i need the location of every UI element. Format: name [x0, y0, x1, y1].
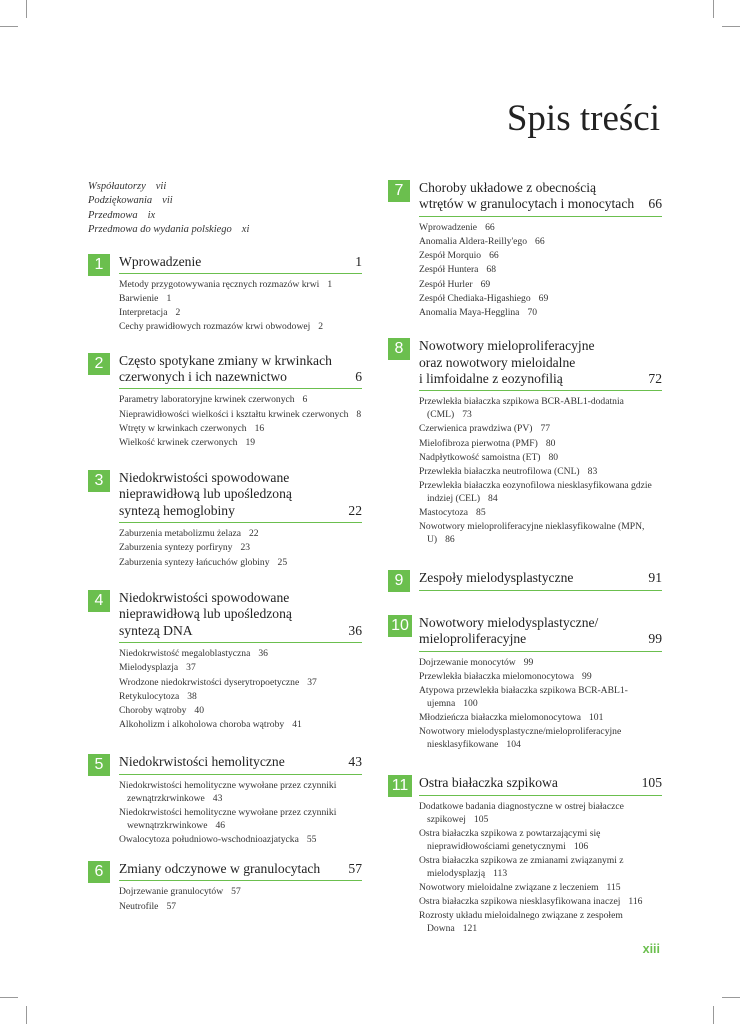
front-matter-list [88, 180, 362, 238]
section-list [119, 881, 362, 913]
chapter-page: 72 [648, 371, 662, 387]
section-page: 69 [480, 278, 491, 290]
section-title: Parametry laboratoryjne krwinek czerwonych [119, 394, 295, 406]
section-entry[interactable] [419, 422, 662, 436]
section-page: 57 [166, 900, 177, 912]
chapter-block [388, 570, 662, 590]
section-title: Ostra białaczka szpikowa ze zmianami związanymi z mielodysplazją [419, 854, 624, 879]
chapter-number-badge: 3 [88, 470, 110, 492]
section-title: Zespół Chediaka-Higashiego [419, 292, 531, 304]
section-entry[interactable] [419, 881, 662, 895]
chapter-heading[interactable] [119, 861, 362, 881]
section-list [419, 391, 662, 546]
chapter-block [88, 353, 362, 450]
section-page: 8 [356, 408, 362, 420]
chapter-title: Choroby układowe z obecnością wtrętów w granulocytach i monocytach [419, 180, 635, 212]
section-page: 22 [248, 528, 259, 540]
section-list [419, 652, 662, 752]
section-title: Przewlekła białaczka eozynofilowa niesklasyfikowana gdzie indziej (CEL) [419, 480, 652, 505]
section-title: Metody przygotowywania ręcznych rozmazów krwi [119, 279, 320, 291]
section-entry[interactable] [119, 718, 362, 732]
chapter-number-badge: 11 [388, 775, 412, 797]
section-entry[interactable] [119, 647, 362, 661]
section-title: Rozrosty układu mieloidalnego związane z zespołem Downa [419, 909, 623, 934]
section-entry[interactable] [119, 393, 362, 407]
chapter-number-badge: 10 [388, 615, 412, 637]
section-page: 66 [485, 221, 495, 233]
section-entry[interactable] [419, 249, 662, 263]
section-page: 46 [215, 819, 226, 831]
section-entry[interactable] [419, 684, 662, 710]
section-title: Czerwienica prawdziwa (PV) [419, 423, 533, 435]
section-title: Cechy prawidłowych rozmazów krwi obwodowej [119, 321, 311, 333]
section-page: 77 [540, 423, 551, 435]
section-page: 68 [486, 264, 497, 276]
section-title: Anomalia Aldera-Reilly'ego [419, 236, 528, 248]
section-page: 40 [194, 704, 205, 716]
section-entry[interactable] [119, 320, 362, 334]
front-matter-entry[interactable] [88, 180, 362, 194]
section-entry[interactable] [119, 306, 362, 320]
section-entry[interactable] [419, 520, 662, 546]
section-entry[interactable] [419, 479, 662, 505]
section-entry[interactable] [119, 676, 362, 690]
section-page: 6 [302, 394, 308, 406]
section-page: 101 [588, 712, 604, 724]
section-page: 43 [212, 792, 223, 804]
section-page: 1 [166, 293, 172, 305]
section-title: Mielofibroza pierwotna (PMF) [419, 437, 538, 449]
section-title: Wrodzone niedokrwistości dyserytropoetyczne [119, 676, 300, 688]
section-title: Nieprawidłowości wielkości i kształtu krwinek czerwonych [119, 408, 349, 420]
section-title: Barwienie [119, 293, 159, 305]
front-matter-label: Przedmowa [88, 209, 138, 221]
section-page: 23 [240, 542, 251, 554]
section-entry[interactable] [419, 235, 662, 249]
crop-mark [26, 1006, 27, 1024]
section-entry[interactable] [119, 833, 362, 847]
chapter-title: Niedokrwistości hemolityczne [119, 754, 285, 770]
section-page: 104 [506, 739, 521, 751]
section-entry[interactable] [419, 306, 662, 320]
section-entry[interactable] [419, 800, 662, 826]
section-title: Dojrzewanie monocytów [419, 656, 516, 668]
chapter-block [88, 590, 362, 732]
chapter-page: 105 [641, 775, 662, 791]
crop-mark [26, 0, 27, 18]
crop-mark [0, 997, 18, 998]
chapter-block [88, 254, 362, 335]
section-page: 113 [493, 867, 508, 879]
section-title: Dojrzewanie granulocytów [119, 886, 224, 898]
section-page: 70 [527, 307, 538, 319]
section-entry[interactable] [419, 909, 662, 935]
toc-right-column [388, 180, 662, 936]
chapter-title: Zespoły mielodysplastyczne [419, 570, 574, 586]
chapter-page: 57 [348, 860, 362, 876]
chapter-block [388, 775, 662, 935]
section-page: 86 [445, 534, 455, 546]
section-list [119, 643, 362, 732]
chapter-page: 43 [348, 754, 362, 770]
section-entry[interactable] [119, 900, 362, 914]
section-title: Zaburzenia syntezy porfiryny [119, 542, 233, 554]
chapter-list-left [88, 254, 362, 914]
section-page: 85 [476, 507, 486, 519]
chapter-heading[interactable] [119, 590, 362, 643]
section-page: 73 [462, 409, 472, 421]
section-title: Przewlekła białaczka szpikowa BCR-ABL1-dodatnia (CML) [419, 396, 624, 421]
section-title: Neutrofile [119, 900, 159, 912]
section-list [119, 389, 362, 450]
section-page: 84 [488, 493, 498, 505]
section-title: Interpretacja [119, 307, 168, 319]
front-matter-page: vii [155, 181, 167, 192]
section-title: Nowotwory mieloproliferacyjne nieklasyfikowalne (MPN, U) [419, 521, 645, 546]
section-page: 66 [489, 250, 499, 262]
section-page: 100 [463, 698, 478, 710]
section-page: 38 [187, 690, 197, 702]
section-page: 66 [535, 236, 545, 248]
section-entry[interactable] [419, 437, 662, 451]
section-entry[interactable] [419, 292, 662, 306]
section-title: Nowotwory mielodysplastyczne/mieloproliferacyjne niesklasyfikowane [419, 726, 622, 751]
section-page: 106 [573, 840, 589, 852]
section-title: Dodatkowe badania diagnostyczne w ostrej białaczce szpikowej [419, 800, 624, 825]
chapter-heading[interactable] [419, 338, 662, 391]
section-page: 37 [307, 676, 317, 688]
section-title: Przewlekła białaczka neutrofilowa (CNL) [419, 466, 580, 478]
section-list [119, 775, 362, 847]
section-entry[interactable] [119, 885, 362, 899]
section-title: Zespół Hurler [419, 278, 473, 290]
section-entry[interactable] [419, 895, 662, 908]
chapter-page: 22 [348, 502, 362, 518]
front-matter-page: vii [162, 195, 173, 207]
chapter-title: Nowotwory mieloproliferacyjne oraz nowotwory mieloidalne i limfoidalne z eozynofilią [419, 338, 595, 387]
section-title: Zespół Huntera [419, 264, 479, 276]
section-page: 1 [327, 279, 333, 291]
section-page: 57 [231, 886, 241, 898]
section-page: 83 [587, 466, 598, 478]
chapter-heading[interactable] [119, 470, 362, 523]
section-title: Wtręty w krwinkach czerwonych [119, 422, 247, 434]
toc-left-column [88, 180, 362, 914]
section-title: Niedokrwistość megaloblastyczna [119, 648, 251, 660]
crop-mark [0, 26, 18, 27]
section-list [419, 217, 662, 320]
section-list [119, 523, 362, 570]
section-entry[interactable] [119, 527, 362, 541]
section-entry[interactable] [419, 711, 662, 725]
section-page: 99 [582, 670, 592, 682]
chapter-block [388, 180, 662, 320]
chapter-number-badge: 9 [388, 570, 410, 592]
chapter-number-badge: 8 [388, 338, 410, 360]
chapter-number-badge: 6 [88, 861, 110, 883]
chapter-number-badge: 4 [88, 590, 110, 612]
crop-mark [722, 26, 740, 27]
section-title: Nowotwory mieloidalne związane z leczeniem [419, 881, 599, 893]
section-page: 115 [606, 881, 621, 893]
section-entry[interactable] [119, 278, 362, 291]
chapter-page: 1 [355, 253, 362, 269]
section-list [419, 796, 662, 935]
chapter-heading[interactable] [419, 775, 662, 795]
chapter-block [88, 861, 362, 914]
chapter-block [388, 338, 662, 546]
section-title: Anomalia Maya-Hegglina [419, 307, 520, 319]
section-entry[interactable] [419, 395, 662, 421]
section-entry[interactable] [119, 541, 362, 555]
front-matter-entry[interactable] [88, 209, 362, 223]
crop-mark [713, 0, 714, 18]
section-entry[interactable] [119, 436, 362, 450]
section-title: Atypowa przewlekła białaczka szpikowa BCR-ABL1-ujemna [419, 685, 628, 710]
section-entry[interactable] [119, 779, 362, 805]
chapter-title: Niedokrwistości spowodowane nieprawidłową lub upośledzoną syntezą DNA [119, 589, 292, 638]
section-list [119, 274, 362, 335]
chapter-heading[interactable] [419, 615, 662, 652]
chapter-page: 6 [355, 369, 362, 385]
section-title: Mastocytoza [419, 507, 469, 519]
section-title: Mielodysplazja [119, 662, 179, 674]
section-page: 69 [538, 292, 549, 304]
chapter-title: Często spotykane zmiany w krwinkach czerwonych i ich nazewnictwo [119, 352, 332, 385]
section-page: 36 [258, 648, 268, 660]
front-matter-entry[interactable] [88, 194, 362, 208]
section-entry[interactable] [419, 263, 662, 277]
section-page: 16 [254, 422, 265, 434]
section-entry[interactable] [419, 725, 662, 751]
section-entry[interactable] [419, 670, 662, 684]
section-page: 55 [306, 833, 317, 845]
section-entry[interactable] [419, 506, 662, 520]
section-page: 2 [175, 307, 181, 319]
section-title: Ostra białaczka szpikowa z powtarzającymi się nieprawidłowościami genetycznymi [419, 827, 601, 852]
page-number: xiii [642, 942, 660, 956]
chapter-heading[interactable] [419, 570, 662, 590]
crop-mark [722, 997, 740, 998]
section-title: Niedokrwistości hemolityczne wywołane przez czynniki zewnątrzkrwinkowe [119, 779, 337, 804]
chapter-block [88, 754, 362, 847]
section-entry[interactable] [419, 451, 662, 465]
section-entry[interactable] [419, 278, 662, 292]
chapter-page: 99 [648, 631, 662, 647]
front-matter-entry[interactable] [88, 223, 362, 237]
section-entry[interactable] [419, 854, 662, 880]
front-matter-label: Współautorzy [88, 181, 146, 192]
section-title: Wielkość krwinek czerwonych [119, 436, 238, 448]
chapter-page: 36 [348, 622, 362, 638]
front-matter-page: xi [241, 224, 250, 236]
section-title: Ostra białaczka szpikowa niesklasyfikowana inaczej [419, 895, 621, 907]
section-page: 80 [548, 451, 559, 463]
crop-mark [713, 1006, 714, 1024]
section-entry[interactable] [419, 827, 662, 853]
section-page: 19 [245, 436, 256, 448]
section-entry[interactable] [119, 408, 362, 421]
section-entry[interactable] [419, 656, 662, 670]
section-title: Młodzieńcza białaczka mielomonocytowa [419, 712, 581, 724]
front-matter-page: ix [147, 209, 156, 221]
section-title: Zaburzenia metabolizmu żelaza [119, 528, 241, 540]
section-page: 80 [545, 437, 556, 449]
section-title: Niedokrwistości hemolityczne wywołane przez czynniki wewnątrzkrwinkowe [119, 806, 337, 831]
front-matter-label: Podziękowania [88, 195, 153, 207]
section-page: 37 [186, 662, 196, 674]
chapter-title: Ostra białaczka szpikowa [419, 775, 558, 791]
section-title: Retykulocytoza [119, 690, 180, 702]
chapter-number-badge: 1 [88, 254, 110, 276]
section-title: Zespół Morquio [419, 250, 482, 262]
chapter-title: Zmiany odczynowe w granulocytach [119, 860, 321, 876]
section-title: Nadpłytkowość samoistna (ET) [419, 451, 541, 463]
section-title: Alkoholizm i alkoholowa choroba wątroby [119, 719, 285, 731]
section-page: 116 [628, 895, 643, 907]
chapter-heading[interactable] [119, 353, 362, 390]
chapter-block [388, 615, 662, 751]
section-entry[interactable] [119, 292, 362, 306]
chapter-heading[interactable] [119, 254, 362, 274]
section-page: 121 [462, 922, 478, 934]
chapter-number-badge: 5 [88, 754, 110, 776]
section-title: Owalocytoza południowo-wschodnioazjatycka [119, 833, 299, 845]
chapter-heading[interactable] [119, 754, 362, 774]
section-entry[interactable] [419, 221, 662, 235]
section-title: Przewlekła białaczka mielomonocytowa [419, 670, 575, 682]
section-page: 99 [523, 656, 534, 668]
chapter-page: 91 [648, 570, 662, 586]
section-entry[interactable] [119, 806, 362, 832]
page-title: Spis treści [506, 98, 660, 139]
section-entry[interactable] [119, 556, 362, 570]
chapter-title: Wprowadzenie [119, 253, 202, 269]
section-page: 41 [292, 719, 302, 731]
section-entry[interactable] [119, 661, 362, 675]
front-matter-label: Przedmowa do wydania polskiego [88, 224, 232, 236]
chapter-number-badge: 2 [88, 353, 110, 375]
section-entry[interactable] [419, 465, 662, 479]
chapter-title: Niedokrwistości spowodowane nieprawidłową lub upośledzoną syntezą hemoglobiny [119, 470, 292, 518]
section-title: Wprowadzenie [419, 221, 478, 233]
chapter-heading[interactable] [419, 180, 662, 217]
chapter-title: Nowotwory mielodysplastyczne/ mieloproliferacyjne [419, 614, 599, 647]
section-title: Zaburzenia syntezy łańcuchów globiny [119, 556, 270, 568]
section-entry[interactable] [119, 704, 362, 718]
chapter-block [88, 470, 362, 570]
chapter-list-right [388, 180, 662, 935]
section-title: Choroby wątroby [119, 704, 187, 716]
chapter-number-badge: 7 [388, 180, 410, 202]
section-page: 2 [318, 321, 324, 333]
section-page: 105 [473, 813, 489, 825]
section-page: 25 [277, 556, 288, 568]
section-entry[interactable] [119, 690, 362, 704]
section-entry[interactable] [119, 422, 362, 436]
chapter-page: 66 [648, 196, 662, 212]
